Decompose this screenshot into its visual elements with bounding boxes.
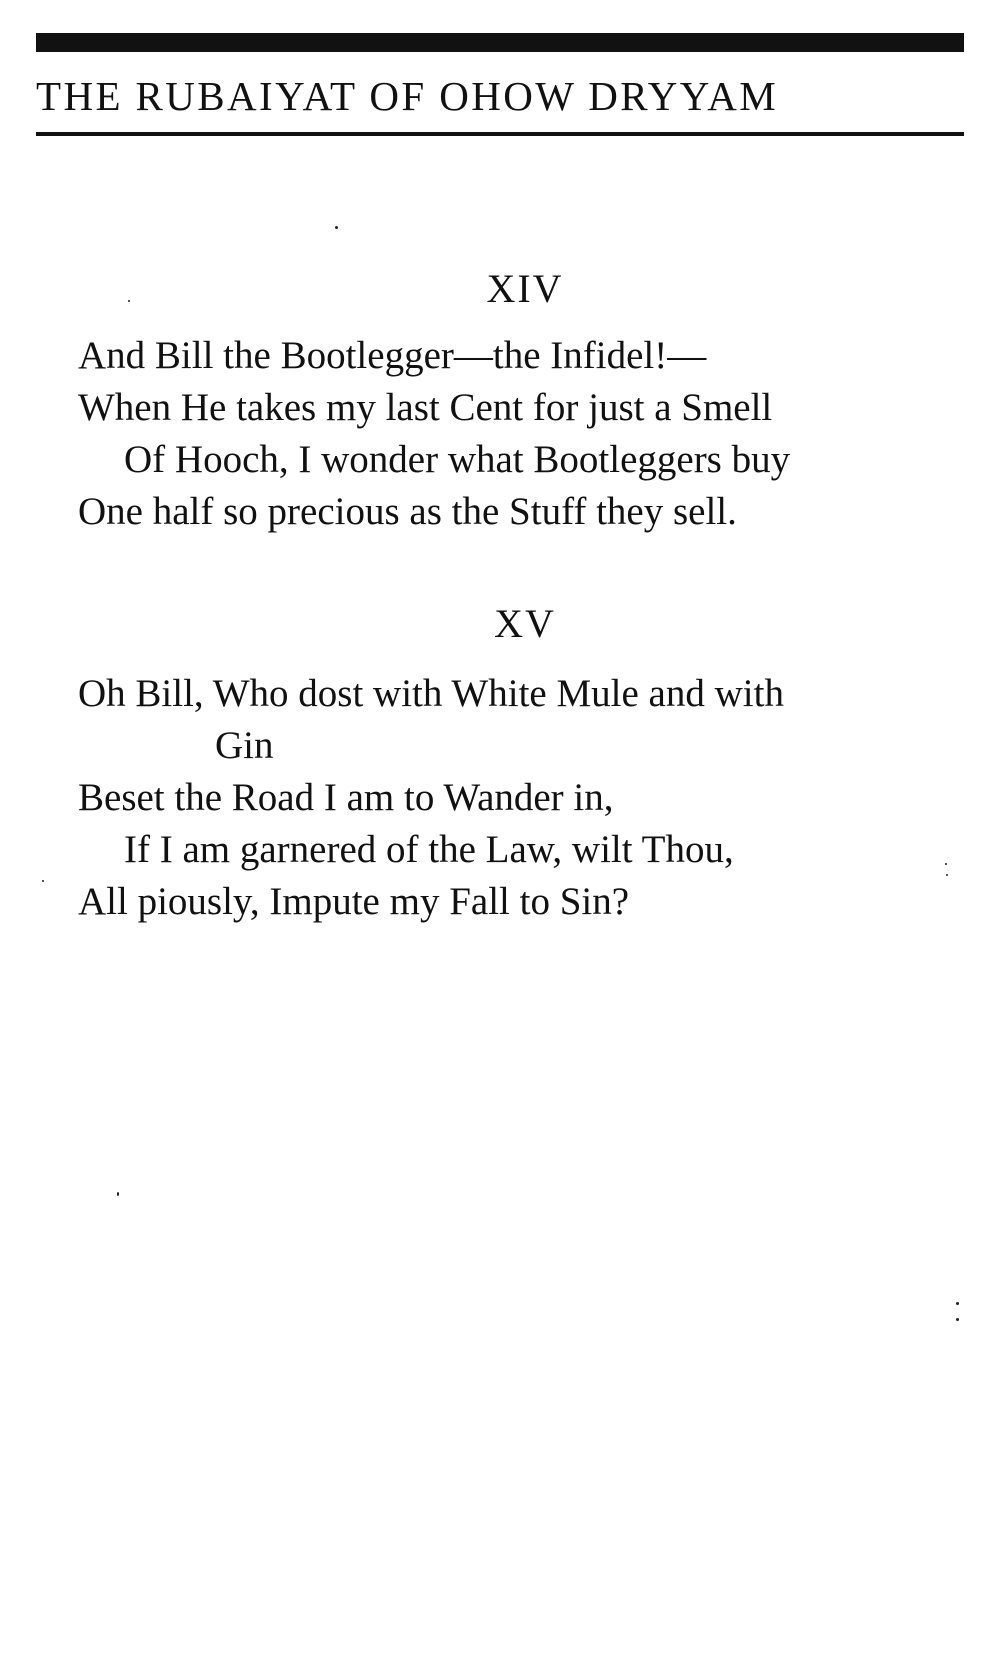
verse-line: Oh Bill, Who dost with White Mule and with [78,672,784,715]
verse-line-continuation: Gin [215,724,274,767]
scan-speck [128,300,130,302]
stanza-xiv [78,330,968,538]
verse-line: Of Hooch, I wonder what Bootleggers buy [124,438,791,481]
scan-speck [42,880,44,882]
scan-speck [117,1192,119,1196]
scan-speck [945,863,947,865]
stanza-numeral-xv: XV [494,601,556,646]
verse-line: And Bill the Bootlegger—the Infidel!— [78,334,707,377]
verse-line: Beset the Road I am to Wander in, [78,776,614,819]
running-head: THE RUBAIYAT OF OHOW DRYYAM [36,73,779,119]
scan-speck [946,874,948,876]
verse-line: When He takes my last Cent for just a Smell [78,386,773,429]
scan-speck [956,1318,959,1321]
top-rule [36,33,964,52]
verse-line: All piously, Impute my Fall to Sin? [78,880,630,923]
verse-line: One half so precious as the Stuff they sell. [78,490,737,533]
stanza-numeral-xiv: XIV [486,266,564,311]
stanza-xv [78,668,968,928]
scan-speck [335,226,338,229]
header-rule [36,132,964,136]
scan-speck [956,1302,959,1305]
verse-line: If I am garnered of the Law, wilt Thou, [124,828,734,871]
